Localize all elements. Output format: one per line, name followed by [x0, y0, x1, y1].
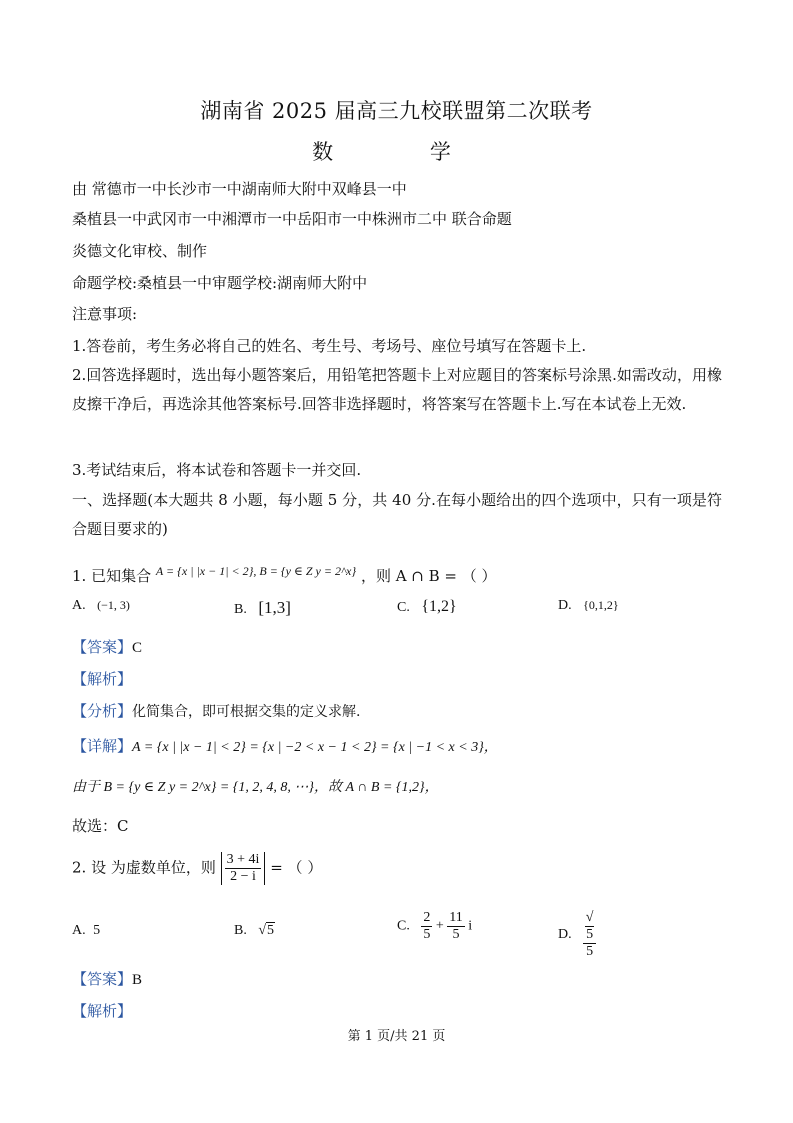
q2-modulus — [221, 852, 266, 885]
question-2 — [72, 852, 322, 885]
q1-fenxi-text: 化简集合，即可根据交集的定义求解. — [132, 704, 361, 720]
q1-conclusion — [72, 815, 128, 836]
q2-option-b — [234, 923, 275, 939]
q2-option-c-frac1 — [421, 910, 432, 943]
q2-option-c-num2: 11 — [449, 910, 463, 925]
q1-line-b-text: 由于 B = {y ∈ Z y = 2^x} = {1, 2, 4, 8, ⋯}，故 A ∩ B = {1,2}， — [72, 780, 439, 795]
q1-analysis-label: 【解析】 — [72, 670, 133, 688]
intro-line-1: 由 常德市一中长沙市一中湖南师大附中双峰县一中 — [72, 180, 407, 198]
q1-option-c-label: C. — [397, 600, 410, 615]
q2-prefix: 2. 设 为虚数单位，则 — [72, 858, 216, 877]
q2-option-d — [558, 910, 596, 960]
q2-option-d-den: 5 — [586, 944, 594, 959]
q2-option-c-label: C. — [397, 918, 410, 934]
intro-line-4: 命题学校:桑植县一中审题学校:湖南师大附中 — [72, 274, 368, 292]
q1-xiangjie-tag: 【详解】 — [72, 737, 133, 755]
q2-option-d-label: D. — [558, 927, 572, 943]
q2-option-c-plus: + — [435, 918, 444, 934]
q1-conclusion-text: 故选：C — [72, 817, 129, 835]
q1-line-b — [72, 776, 439, 796]
q2-answer-tag: 【答案】 — [72, 970, 133, 988]
q2-answer — [72, 968, 142, 989]
q2-option-a-value: 5 — [93, 923, 101, 938]
section-1-heading: 一、选择题(本大题共 8 小题，每小题 5 分，共 40 分.在每小题给出的四个选项中，只有一项是符合题目要求的) — [72, 491, 722, 538]
q2-option-d-num: √ 5 — [583, 910, 596, 944]
q2-answer-value: B — [132, 972, 143, 988]
q2-fraction — [225, 852, 262, 885]
q2-option-c-frac2 — [447, 910, 464, 943]
q1-fenxi-tag: 【分析】 — [72, 702, 133, 720]
q2-denominator: 2 − i — [230, 869, 256, 884]
notice-2: 2.回答选择题时，选出每小题答案后，用铅笔把答题卡上对应题目的答案标号涂黑.如需改动，用橡皮擦干净后，再选涂其他答案标号.回答非选择题时，将答案写在答题卡上.写在本试卷上无效. — [72, 366, 722, 413]
q2-option-b-label: B. — [234, 923, 247, 938]
page-title: 湖南省 2025 届高三九校联盟第二次联考 — [200, 99, 593, 123]
q2-numerator: 3 + 4i — [226, 852, 260, 867]
q1-option-d — [558, 598, 619, 614]
q2-option-c-den1: 5 — [423, 927, 431, 942]
q1-option-c-value: {1,2} — [421, 598, 457, 615]
q2-option-d-num-value: 5 — [586, 927, 594, 942]
q2-option-c — [397, 910, 472, 943]
q1-option-a-value: (−1, 3) — [97, 598, 130, 612]
notice-1: 1.答卷前，考生务必将自己的姓名、考生号、考场号、座位号填写在答题卡上. — [72, 337, 587, 355]
q1-option-d-label: D. — [558, 598, 572, 613]
q2-option-b-sqrt: √5 — [258, 923, 275, 938]
q2-option-a — [72, 923, 100, 939]
notice-3: 3.考试结束后，将本试卷和答题卡一并交回. — [72, 461, 362, 479]
question-1 — [72, 565, 497, 586]
q2-suffix: = （ ） — [270, 858, 323, 877]
q1-suffix: ，则 A ∩ B = （ ） — [360, 567, 497, 585]
intro-line-3: 炎德文化审校、制作 — [72, 242, 208, 260]
q1-answer — [72, 636, 142, 657]
notice-title: 注意事项: — [72, 305, 138, 323]
q2-analysis-label: 【解析】 — [72, 1002, 133, 1020]
q2-option-c-num1: 2 — [423, 910, 431, 925]
q1-option-a — [72, 598, 130, 614]
q1-analysis-tag — [72, 668, 132, 689]
q1-answer-value: C — [132, 640, 143, 656]
q2-option-d-frac — [583, 910, 596, 960]
q1-xiangjie — [72, 735, 498, 756]
q1-option-a-label: A. — [72, 598, 86, 613]
q2-analysis-tag — [72, 1000, 132, 1021]
q1-fenxi — [72, 700, 360, 721]
q1-option-b-label: B. — [234, 602, 247, 617]
q2-option-c-i: i — [468, 918, 473, 934]
q1-answer-tag: 【答案】 — [72, 638, 133, 656]
subject-title: 数 学 — [312, 140, 481, 164]
q1-option-b — [234, 598, 291, 618]
q1-prefix: 1. 已知集合 — [72, 567, 152, 585]
page-number: 第 1 页/共 21 页 — [347, 1029, 446, 1044]
q2-option-b-value: 5 — [267, 923, 275, 938]
q1-xiangjie-text: A = {x | |x − 1| < 2} = {x | −2 < x − 1 < 2} = {x | −1 < x < 3}， — [132, 740, 498, 755]
q1-option-b-value: [1,3] — [258, 598, 291, 617]
q2-option-a-label: A. — [72, 923, 86, 938]
q1-option-d-value: {0,1,2} — [583, 598, 619, 612]
intro-line-2: 桑植县一中武冈市一中湘潭市一中岳阳市一中株洲市二中 联合命题 — [72, 210, 512, 228]
q1-option-c — [397, 598, 457, 616]
q2-option-c-den2: 5 — [452, 927, 460, 942]
q1-set-expression: A = {x | |x − 1| < 2}, B = {y ∈ Z y = 2^x} — [155, 564, 357, 578]
